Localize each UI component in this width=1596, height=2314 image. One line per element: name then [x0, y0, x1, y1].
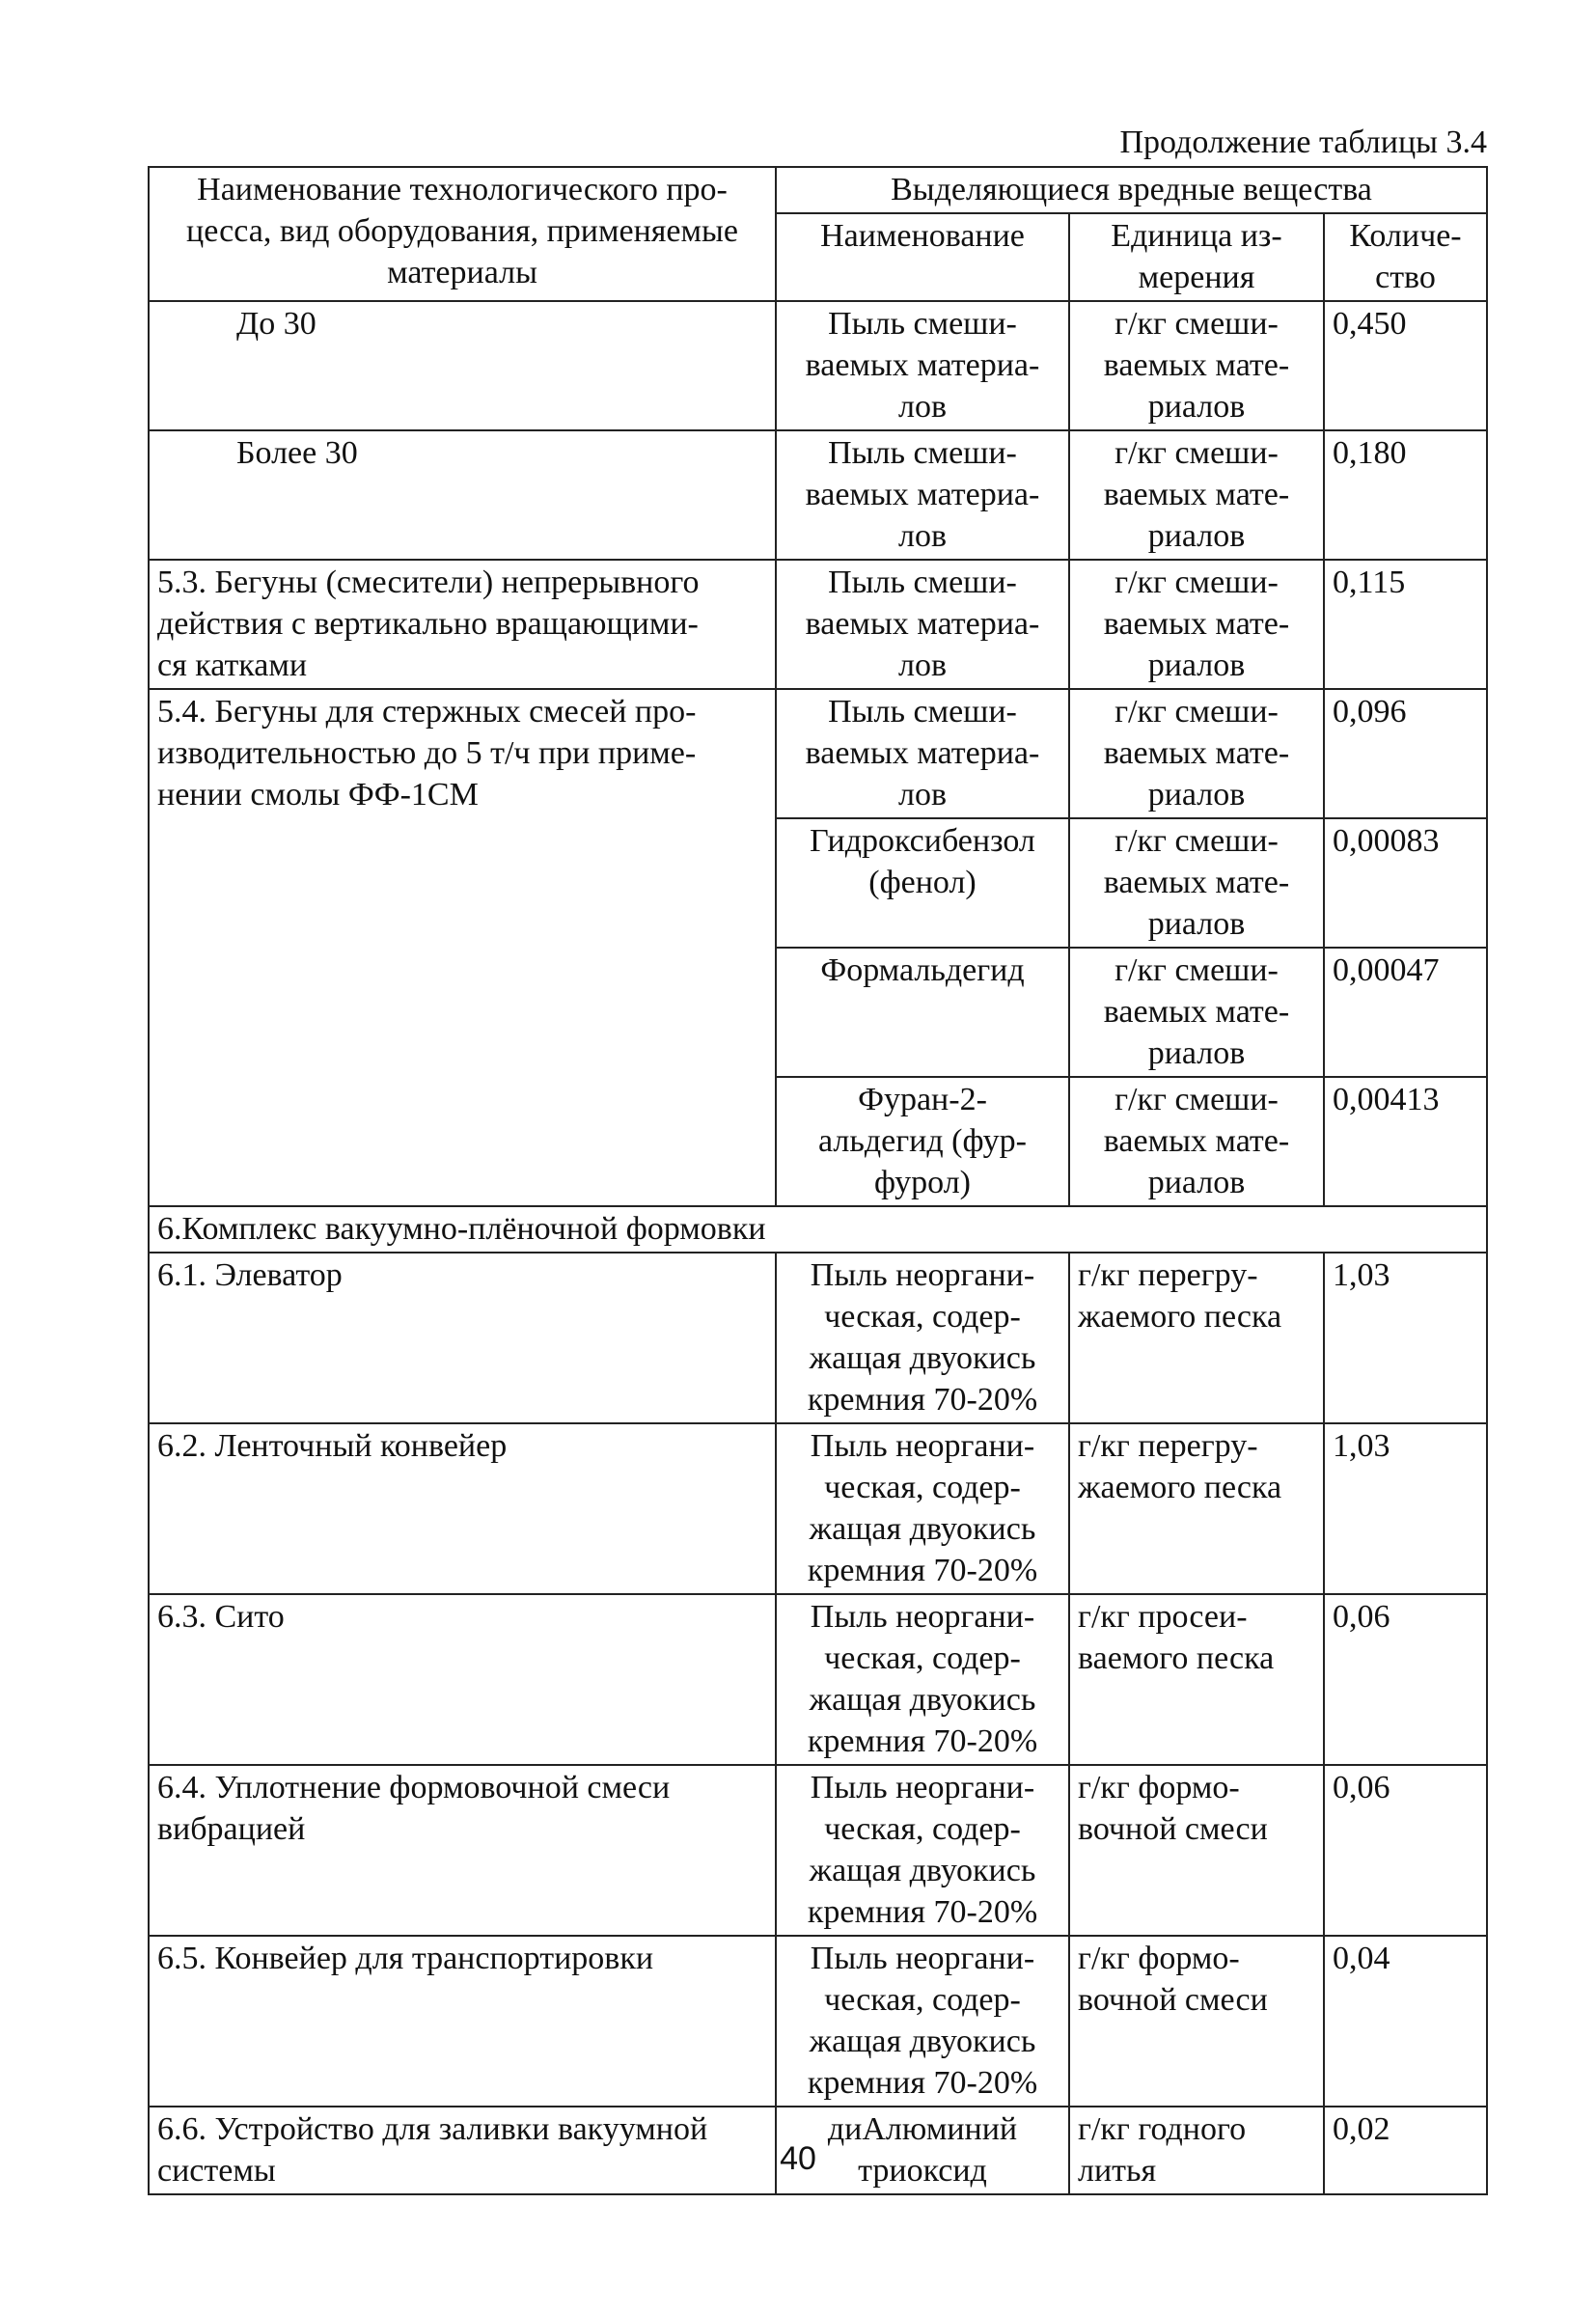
cell-unit: г/кг смеши- ваемых мате- риалов — [1069, 689, 1324, 818]
header-group: Выделяющиеся вредные вещества — [776, 167, 1487, 213]
table-caption: Продолжение таблицы 3.4 — [1119, 124, 1487, 160]
table-row — [149, 1594, 1487, 1765]
cell-unit: г/кг смеши- ваемых мате- риалов — [1069, 301, 1324, 430]
cell-unit: г/кг просеи- ваемого песка — [1069, 1594, 1324, 1765]
header-qty: Количе- ство — [1324, 213, 1487, 301]
cell-process: До 30 — [149, 301, 776, 430]
table-row — [149, 689, 1487, 818]
emissions-table — [148, 166, 1488, 2195]
cell-unit: г/кг смеши- ваемых мате- риалов — [1069, 1077, 1324, 1206]
header-process: Наименование технологического про- цесса, вид оборудования, применяемые материалы — [149, 167, 776, 301]
cell-substance: Пыль смеши- ваемых материа- лов — [776, 689, 1069, 818]
cell-substance: Пыль неоргани- ческая, содер- жащая двуокись кремния 70-20% — [776, 1936, 1069, 2107]
cell-unit: г/кг смеши- ваемых мате- риалов — [1069, 560, 1324, 689]
cell-unit: г/кг перегру- жаемого песка — [1069, 1253, 1324, 1423]
cell-process: 6.4. Уплотнение формовочной смеси вибрацией — [149, 1765, 776, 1936]
table-row — [149, 301, 1487, 430]
cell-quantity: 0,096 — [1324, 689, 1487, 818]
cell-substance: Формальдегид — [776, 948, 1069, 1077]
cell-substance: Пыль смеши- ваемых материа- лов — [776, 301, 1069, 430]
table-row — [149, 1936, 1487, 2107]
cell-substance: Пыль неоргани- ческая, содер- жащая двуокись кремния 70-20% — [776, 1423, 1069, 1594]
table-row — [149, 1423, 1487, 1594]
cell-quantity: 0,06 — [1324, 1594, 1487, 1765]
cell-quantity: 0,115 — [1324, 560, 1487, 689]
cell-quantity: 0,00413 — [1324, 1077, 1487, 1206]
cell-process: 5.3. Бегуны (смесители) непрерывного действия с вертикально вращающими- ся катками — [149, 560, 776, 689]
cell-process: Более 30 — [149, 430, 776, 560]
cell-quantity: 1,03 — [1324, 1253, 1487, 1423]
header-unit: Единица из- мерения — [1069, 213, 1324, 301]
cell-quantity: 0,180 — [1324, 430, 1487, 560]
cell-unit: г/кг перегру- жаемого песка — [1069, 1423, 1324, 1594]
cell-substance: Пыль неоргани- ческая, содер- жащая двуокись кремния 70-20% — [776, 1594, 1069, 1765]
cell-unit: г/кг смеши- ваемых мате- риалов — [1069, 818, 1324, 948]
cell-substance: Пыль неоргани- ческая, содер- жащая двуокись кремния 70-20% — [776, 1253, 1069, 1423]
cell-unit: г/кг смеши- ваемых мате- риалов — [1069, 948, 1324, 1077]
cell-quantity: 0,00083 — [1324, 818, 1487, 948]
cell-process: 6.3. Сито — [149, 1594, 776, 1765]
header-row — [149, 167, 1487, 213]
cell-substance: Пыль смеши- ваемых материа- лов — [776, 430, 1069, 560]
section-title: 6.Комплекс вакуумно-плёночной формовки — [149, 1206, 1487, 1253]
cell-substance: диАлюминий триоксид — [776, 2107, 1069, 2194]
cell-process: 6.5. Конвейер для транспортировки — [149, 1936, 776, 2107]
cell-quantity: 0,00047 — [1324, 948, 1487, 1077]
section-row — [149, 1206, 1487, 1253]
cell-process: 6.2. Ленточный конвейер — [149, 1423, 776, 1594]
table-row — [149, 560, 1487, 689]
table-row — [149, 1253, 1487, 1423]
cell-quantity: 1,03 — [1324, 1423, 1487, 1594]
table-row — [149, 430, 1487, 560]
cell-process: 5.4. Бегуны для стержных смесей про- изводительностью до 5 т/ч при приме- нении смолы ФФ-1СМ — [149, 689, 776, 1206]
cell-substance: Пыль неоргани- ческая, содер- жащая двуокись кремния 70-20% — [776, 1765, 1069, 1936]
cell-quantity: 0,450 — [1324, 301, 1487, 430]
cell-process: 6.1. Элеватор — [149, 1253, 776, 1423]
cell-substance: Фуран-2- альдегид (фур- фурол) — [776, 1077, 1069, 1206]
cell-unit: г/кг смеши- ваемых мате- риалов — [1069, 430, 1324, 560]
page-number: 40 — [780, 2140, 816, 2177]
cell-substance: Пыль смеши- ваемых материа- лов — [776, 560, 1069, 689]
cell-quantity: 0,04 — [1324, 1936, 1487, 2107]
cell-unit: г/кг формо- вочной смеси — [1069, 1936, 1324, 2107]
cell-quantity: 0,02 — [1324, 2107, 1487, 2194]
cell-substance: Гидроксибензол (фенол) — [776, 818, 1069, 948]
cell-unit: г/кг годного литья — [1069, 2107, 1324, 2194]
cell-unit: г/кг формо- вочной смеси — [1069, 1765, 1324, 1936]
cell-process: 6.6. Устройство для заливки вакуумной системы — [149, 2107, 776, 2194]
cell-quantity: 0,06 — [1324, 1765, 1487, 1936]
table-row — [149, 1765, 1487, 1936]
header-name: Наименование — [776, 213, 1069, 301]
